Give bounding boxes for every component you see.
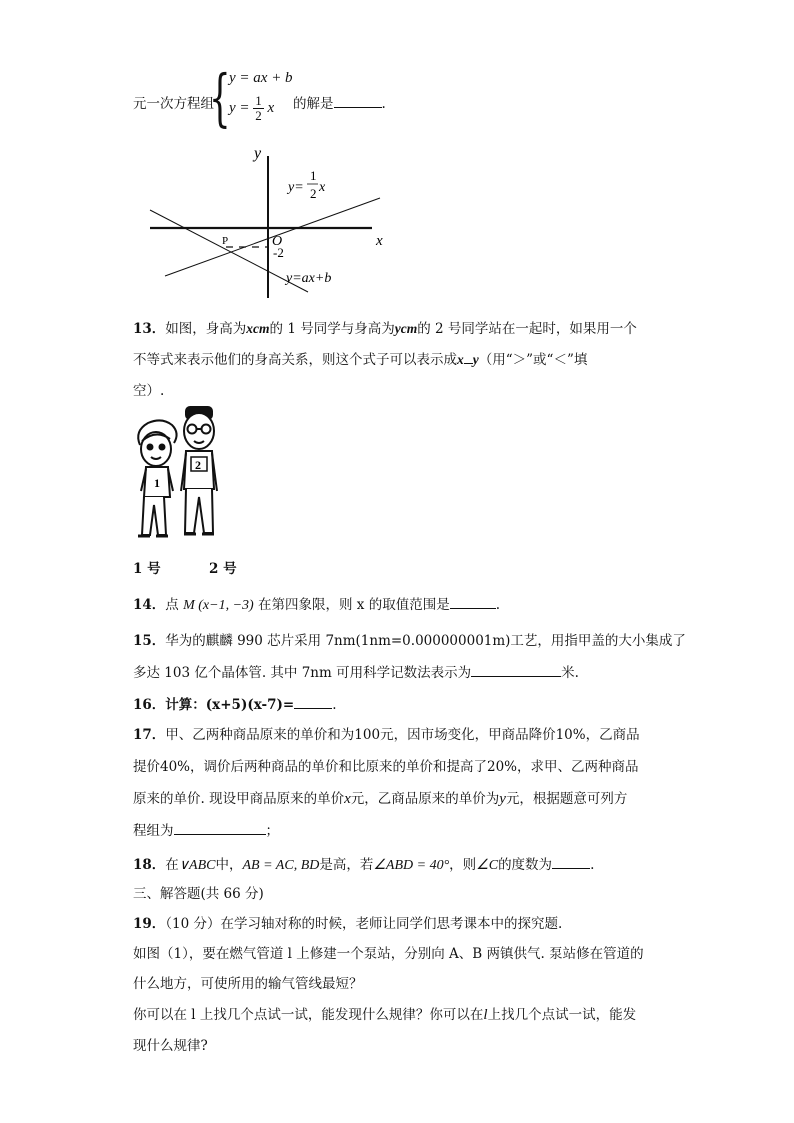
- q14-point: M (x−1, −3): [183, 598, 254, 613]
- q16-text: 计算：(x+5)(x-7)=: [165, 697, 295, 713]
- q17-text-3c: 元，根据题意可列方: [505, 791, 628, 807]
- q15-text-2: 多达 103 亿个晶体管. 其中 7nm 可用科学记数法表示为: [133, 665, 472, 681]
- q18-number: 18．: [133, 857, 166, 873]
- q13-figures: [128, 405, 238, 545]
- q15-end: 米.: [561, 665, 579, 681]
- line1-num: 1: [310, 168, 317, 183]
- q17-answer-blank[interactable]: [174, 820, 266, 835]
- q13-x-cm: xcm: [246, 321, 270, 336]
- line1-den: 2: [310, 186, 317, 201]
- point-p-label: P: [222, 235, 229, 247]
- q14-number: 14．: [133, 597, 166, 613]
- q12-answer-blank[interactable]: [334, 93, 382, 108]
- q13-x: x: [457, 352, 464, 367]
- q15-answer-blank[interactable]: [471, 662, 561, 677]
- q13-text-b: 的 1 号同学与身高为: [269, 321, 395, 337]
- q18-angle-abd: ∠ABD = 40°: [373, 858, 450, 873]
- q17-number: 17．: [133, 727, 166, 743]
- q13-label-2: 2 号: [209, 561, 237, 577]
- q18-triangle: ∨ABC: [178, 858, 216, 873]
- q17-end: ；: [265, 823, 279, 839]
- q14-text-a: 点: [165, 597, 179, 613]
- q12-graph: [140, 140, 400, 305]
- q14-answer-blank[interactable]: [450, 594, 496, 609]
- q17-text-3a: 原来的单价. 现设甲商品原来的单价: [133, 791, 345, 807]
- q12-equation-2: [229, 94, 274, 123]
- q13-text-e: （用“＞”或“＜”填: [478, 352, 588, 368]
- q18-line: [133, 853, 594, 874]
- q19-text-4a: 你可以在 l 上找几个点试一试，能发现什么规律？你可以在: [133, 1007, 484, 1023]
- q18-text-e: 的度数为: [498, 857, 553, 873]
- q13-line-1: [133, 317, 637, 337]
- q17-line-2: 提价40%，调价后两种商品的单价和比原来的单价和提高了20%，求甲、乙两种商品: [133, 759, 639, 775]
- q17-line-1: [133, 723, 640, 743]
- q18-text-c: 是高，若: [319, 857, 374, 873]
- q13-line-3: 空）.: [133, 383, 165, 399]
- q15-line-2: [133, 661, 579, 681]
- q19-text-4b: 上找几个点试一试，能发: [487, 1007, 637, 1023]
- q12-eq2-var: x: [267, 100, 275, 116]
- q14-line: [133, 593, 500, 614]
- q19-text-1: （10 分）在学习轴对称的时候，老师让同学们思考课本中的探究题.: [165, 916, 563, 932]
- q17-y: y: [499, 791, 506, 807]
- q19-line-5: 现什么规律?: [133, 1038, 208, 1054]
- q17-text-4: 程组为: [133, 823, 174, 839]
- q12-equation-1: y = ax + b: [229, 70, 293, 86]
- q13-text-a: 如图，身高为: [165, 321, 247, 337]
- q18-text-b: 中，: [215, 857, 243, 873]
- q13-text-d: 不等式来表示他们的身高关系，则这个式子可以表示成: [133, 352, 457, 368]
- shirt-1-number: 1: [154, 476, 160, 490]
- q19-line-2: 如图（1），要在燃气管道 l 上修建一个泵站，分别向 A、B 两镇供气. 泵站修在管道的: [133, 946, 644, 962]
- q12-eq2-num: 1: [255, 93, 262, 108]
- q18-text-d: ，则: [449, 857, 477, 873]
- q13-label-1: 1 号: [133, 561, 161, 577]
- q15-text-1: 华为的麒麟 990 芯片采用 7nm(1nm=0.000000001m)工艺，用指甲盖的大小集成了: [165, 633, 686, 649]
- q12-prefix: 元一次方程组: [133, 96, 214, 112]
- line1-var: x: [319, 180, 326, 195]
- q13-answer-blank[interactable]: [464, 349, 473, 364]
- q16-end: .: [332, 697, 337, 713]
- q12-end: .: [381, 96, 386, 112]
- q15-line-1: [133, 629, 686, 649]
- q13-y: y: [472, 352, 479, 367]
- line2-label: y=ax+b: [286, 271, 332, 286]
- q15-number: 15．: [133, 633, 166, 649]
- q17-line-4: [133, 819, 279, 839]
- q12-suffix-text: 的解是: [293, 96, 334, 112]
- q13-number: 13．: [133, 321, 166, 337]
- y-axis-label: y: [254, 145, 262, 162]
- section-3-heading: 三、解答题(共 66 分): [133, 886, 264, 902]
- q18-angle-c: ∠C: [476, 858, 499, 873]
- line1-prefix: y=: [288, 180, 304, 195]
- q16-line: [133, 693, 337, 713]
- q17-line-3: [133, 787, 627, 808]
- q17-text-1: 甲、乙两种商品原来的单价和为100元，因市场变化，甲商品降价10%，乙商品: [165, 727, 640, 743]
- q13-line-2: [133, 348, 587, 368]
- x-axis-label: x: [376, 233, 383, 249]
- q19-l: l: [483, 1007, 488, 1023]
- origin-label: O: [272, 234, 283, 249]
- q13-y-cm: ycm: [394, 321, 418, 336]
- q14-text-b: 在第四象限，则 x 的取值范围是: [258, 597, 450, 613]
- q17-x: x: [344, 791, 351, 807]
- q12-suffix: [293, 92, 386, 112]
- q18-answer-blank[interactable]: [552, 854, 590, 869]
- q13-text-c: 的 2 号同学站在一起时，如果用一个: [417, 321, 637, 337]
- q17-text-3b: 元，乙商品原来的单价为: [350, 791, 500, 807]
- q19-line-4: [133, 1003, 636, 1024]
- value-minus-two: -2: [273, 245, 284, 260]
- q12-brace: {: [209, 61, 231, 134]
- q12-eq2-fraction: [253, 94, 264, 123]
- q18-text-a: 在: [165, 857, 179, 873]
- q19-line-3: 什么地方，可使所用的输气管线最短？: [133, 976, 363, 992]
- q18-condition: AB = AC, BD: [242, 858, 320, 873]
- q12-eq2-lhs: y =: [229, 100, 250, 116]
- q12-eq2-den: 2: [255, 108, 262, 123]
- line-ax-b: [150, 210, 308, 292]
- q16-answer-blank[interactable]: [294, 694, 332, 709]
- q19-number: 19．: [133, 916, 166, 932]
- shirt-2-number: 2: [195, 458, 201, 472]
- q19-line-1: [133, 912, 562, 932]
- q16-number: 16．: [133, 697, 166, 713]
- q14-end: .: [495, 597, 500, 613]
- q18-end: .: [590, 857, 595, 873]
